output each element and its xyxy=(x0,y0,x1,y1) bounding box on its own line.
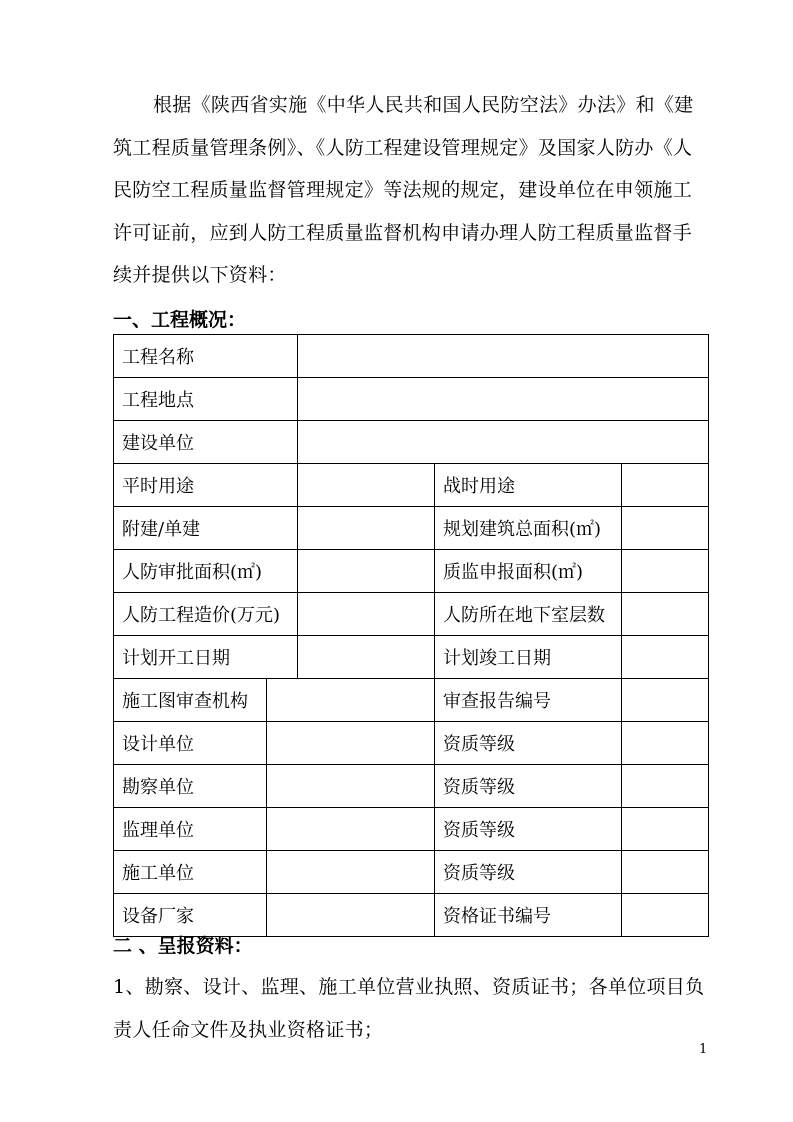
construction-unit-label: 建设单位 xyxy=(114,421,298,464)
attached-detached-label: 附建/单建 xyxy=(114,507,298,550)
project-name-label: 工程名称 xyxy=(114,335,298,378)
project-location-label: 工程地点 xyxy=(114,378,298,421)
planned-start-label: 计划开工日期 xyxy=(114,636,298,679)
table-row xyxy=(114,808,709,851)
wartime-use-label: 战时用途 xyxy=(435,464,622,507)
survey-grade-value[interactable] xyxy=(622,765,709,808)
table-row xyxy=(114,765,709,808)
equipment-maker-label: 设备厂家 xyxy=(114,894,267,937)
table-row xyxy=(114,464,709,507)
wartime-use-value[interactable] xyxy=(622,464,709,507)
design-unit-value[interactable] xyxy=(267,722,435,765)
page-number: 1 xyxy=(699,1042,708,1057)
table-row xyxy=(114,593,709,636)
builder-grade-value[interactable] xyxy=(622,851,709,894)
supervision-grade-value[interactable] xyxy=(622,808,709,851)
planned-completion-value[interactable] xyxy=(622,636,709,679)
planned-total-area-value[interactable] xyxy=(622,507,709,550)
table-row xyxy=(114,894,709,937)
attached-detached-value[interactable] xyxy=(298,507,435,550)
peacetime-use-label: 平时用途 xyxy=(114,464,298,507)
submission-item-1: 1、勘察、设计、监理、施工单位营业执照、资质证书；各单位项目负责人任命文件及执业资格证书； xyxy=(113,976,705,1041)
reported-area-label: 质监申报面积(㎡) xyxy=(435,550,622,593)
approved-area-label: 人防审批面积(㎡) xyxy=(114,550,298,593)
table-row xyxy=(114,851,709,894)
builder-unit-label: 施工单位 xyxy=(114,851,267,894)
project-location-value[interactable] xyxy=(298,378,709,421)
table-row xyxy=(114,636,709,679)
survey-unit-label: 勘察单位 xyxy=(114,765,267,808)
supervision-unit-label: 监理单位 xyxy=(114,808,267,851)
construction-unit-value[interactable] xyxy=(298,421,709,464)
project-overview-table xyxy=(113,334,709,937)
table-row xyxy=(114,421,709,464)
intro-text: 根据《陕西省实施《中华人民共和国人民防空法》办法》和《建筑工程质量管理条例》、《人防工程建设管理规定》及国家人防办《人民防空工程质量监督管理规定》等法规的规定，建设单位在申领施工许可证前，应到人防工程质量监督机构申请办理人防工程质量监督手续并提供以下资料： xyxy=(113,94,694,286)
survey-grade-label: 资质等级 xyxy=(435,765,622,808)
reported-area-value[interactable] xyxy=(622,550,709,593)
builder-unit-value[interactable] xyxy=(267,851,435,894)
review-report-no-value[interactable] xyxy=(622,679,709,722)
table-row xyxy=(114,722,709,765)
table-row xyxy=(114,335,709,378)
drawing-review-org-label: 施工图审查机构 xyxy=(114,679,267,722)
approved-area-value[interactable] xyxy=(298,550,435,593)
equipment-maker-value[interactable] xyxy=(267,894,435,937)
table-row xyxy=(114,378,709,421)
design-grade-label: 资质等级 xyxy=(435,722,622,765)
basement-level-value[interactable] xyxy=(622,593,709,636)
drawing-review-org-value[interactable] xyxy=(267,679,435,722)
project-cost-label: 人防工程造价(万元) xyxy=(114,593,298,636)
survey-unit-value[interactable] xyxy=(267,765,435,808)
planned-start-value[interactable] xyxy=(298,636,435,679)
table-row xyxy=(114,507,709,550)
design-unit-label: 设计单位 xyxy=(114,722,267,765)
certificate-no-value[interactable] xyxy=(622,894,709,937)
builder-grade-label: 资质等级 xyxy=(435,851,622,894)
project-name-value[interactable] xyxy=(298,335,709,378)
supervision-unit-value[interactable] xyxy=(267,808,435,851)
certificate-no-label: 资格证书编号 xyxy=(435,894,622,937)
table-row xyxy=(114,550,709,593)
peacetime-use-value[interactable] xyxy=(298,464,435,507)
section1-heading: 一、工程概况： xyxy=(113,309,247,331)
supervision-grade-label: 资质等级 xyxy=(435,808,622,851)
planned-completion-label: 计划竣工日期 xyxy=(435,636,622,679)
project-cost-value[interactable] xyxy=(298,593,435,636)
intro-paragraph xyxy=(113,84,709,297)
design-grade-value[interactable] xyxy=(622,722,709,765)
review-report-no-label: 审查报告编号 xyxy=(435,679,622,722)
section2-heading: 二 、呈报资料： xyxy=(113,935,253,957)
planned-total-area-label: 规划建筑总面积(㎡) xyxy=(435,507,622,550)
basement-level-label: 人防所在地下室层数 xyxy=(435,593,622,636)
table-row xyxy=(114,679,709,722)
